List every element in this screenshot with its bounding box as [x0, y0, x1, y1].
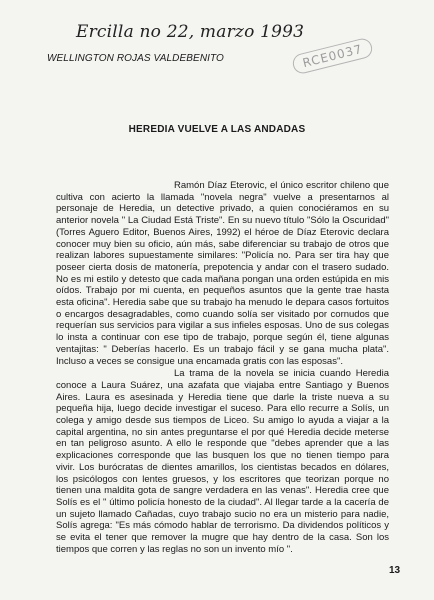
- handwritten-note: Ercilla no 22, marzo 1993: [76, 22, 305, 42]
- page-number: 13: [389, 565, 401, 576]
- paragraph-2: La trama de la novela se inicia cuando Heredia conoce a Laura Suárez, una azafata que viajaba entre Santiago y Buenos Aires. Laura es asesinada y Heredia tiene que darle la triste nueva a su pequeña hija, luego decide investigar el suceso. Para ello recurre a Solís, un colega y amigo desde sus tiempos de Liceo. Su amigo lo ayuda a viajar a la capital argentina, no sin antes preguntarse el por qué Heredia decide meterse en tan peligroso asunto. A ello le responde que "debes aprender que a las explicaciones corresponde que las busquen los que no tienen tiempo para vivir. Los burócratas de dientes amarillos, los cientistas becados en dólares, los psicólogos con lentes gruesos, y los escritores que teorizan porque no tienen una maldita gota de sangre verdadera en las venas". Heredia cree que Solís es el " último policía honesto de la ciudad". Al llegar tarde a la cacería de un sujeto llamado Cañadas, cuyo trabajo sucio no era un misterio para nadie, Solís agrega: "Es más cómodo hablar de terrorismo. Da dividendos políticos y se evita el tener que remover la mugre que hay dentro de la casa. Son los tiempos que corren y las reglas no son un invento mío ".: [56, 368, 389, 555]
- article-title: HEREDIA VUELVE A LAS ANDADAS: [128, 124, 306, 135]
- article-body: [56, 180, 389, 556]
- paragraph-1: Ramón Díaz Eterovic, el único escritor chileno que cultiva con acierto la llamada "novela negra" vuelve a presentarnos al personaje de Heredia, un detective privado, a quien conociéramos en su anterior novela " La Ciudad Está Triste". En su nuevo título "Sólo la Oscuridad" (Torres Aguero Editor, Buenos Aires, 1992) el héroe de Díaz Eterovic declara conocer muy bien su oficio, aún más, sabe diferenciar su trabajo de otros que realizan labores supuestamente similares: "Policía no. Para ser tira hay que poseer cierta dosis de matonería, prepotencia y andar con el trasero sudado. No es mi estilo y detesto que cada mañana pongan una orden estúpida en mis oídos. Trabajo por mi cuenta, en pequeños asuntos que la gente trae hasta esta oficina". Heredia sabe que su trabajo ha menudo le depara casos fortuitos o encargos desagradables, como cuando solía ser visitado por cornudos que requerían sus servicios para vigilar a sus infieles esposas. Uno de sus colegas lo insta a continuar con ese tipo de trabajo, porque según él, tiene algunas ventajitas: " Deberías hacerlo. Es un trabajo fácil y se gana mucha plata". Incluso a veces se consigue una encamada gratis con las esposas".: [56, 180, 389, 367]
- archive-stamp: RCE0037: [291, 36, 375, 75]
- author-name: WELLINGTON ROJAS VALDEBENITO: [47, 53, 224, 64]
